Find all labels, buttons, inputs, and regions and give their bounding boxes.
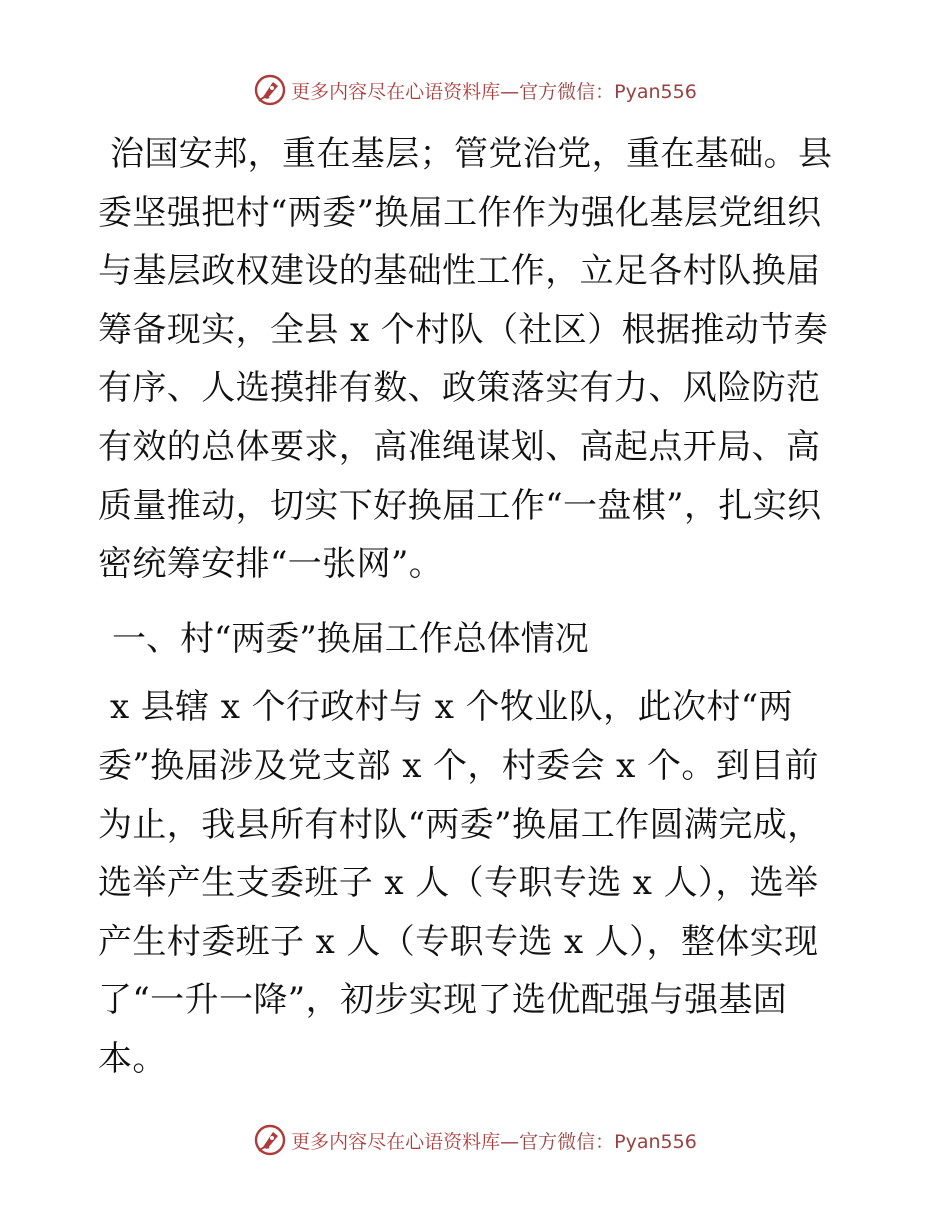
watermark-main-text: 更多内容尽在心语资料库 [291, 80, 501, 103]
pen-nib-logo-icon [253, 73, 287, 107]
header-watermark [0, 70, 950, 110]
pen-nib-logo-icon [253, 1123, 287, 1157]
footer-watermark [0, 1120, 950, 1160]
document-body [98, 125, 850, 1089]
watermark-suffix-text: —官方微信：Pyan556 [500, 1130, 697, 1153]
section-paragraph: x 县辖 x 个行政村与 x 个牧业队，此次村“两委”换届涉及党支部 x 个，村委会 x 个。到目前为止，我县所有村队“两委”换届工作圆满完成，选举产生支委班子 x 人（专职专选 x 人），选举产生村委班子 x 人（专职专选 x 人），整体实现了“一升一降”，初步实现了选优配强与强基固本。 [98, 687, 822, 1079]
intro-paragraph: 治国安邦，重在基层；管党治党，重在基础。县委坚强把村“两委”换届工作作为强化基层党组织与基层政权建设的基础性工作，立足各村队换届筹备现实，全县 x 个村队（社区）根据推动节奏有序、人选摸排有数、政策落实有力、风险防范有效的总体要求，高准绳谋划、高起点开局、高质量推动，切实下好换届工作“一盘棋”，扎实织密统筹安排“一张网”。 [98, 134, 833, 585]
section-heading: 一、村“两委”换届工作总体情况 [112, 618, 589, 659]
watermark-suffix-text: —官方微信：Pyan556 [500, 80, 697, 103]
watermark-main-text: 更多内容尽在心语资料库 [291, 1130, 501, 1153]
